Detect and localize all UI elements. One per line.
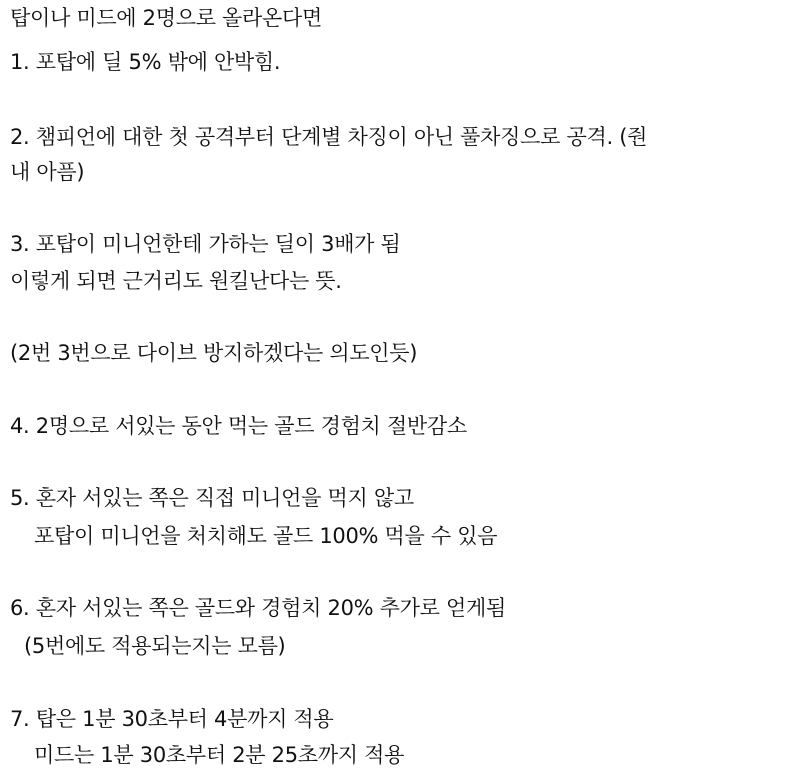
- intro-line: 탑이나 미드에 2명으로 올라온다면: [10, 6, 322, 30]
- rule-1-line: 1. 포탑에 딜 5% 밖에 안박힘.: [10, 50, 281, 74]
- rule-3-note: 이렇게 되면 근거리도 원킬난다는 뜻.: [10, 269, 342, 293]
- rule-3-line: 3. 포탑이 미니언한테 가하는 딜이 3배가 됨: [10, 232, 401, 256]
- aside-note: (2번 3번으로 다이브 방지하겠다는 의도인듯): [10, 341, 418, 365]
- rule-6-note: (5번에도 적용되는지는 모름): [24, 634, 286, 658]
- rule-7-continuation: 미드는 1분 30초부터 2분 25초까지 적용: [34, 743, 405, 767]
- rule-2-continuation: 내 아픔): [10, 160, 85, 184]
- rule-5-line: 5. 혼자 서있는 쪽은 직접 미니언을 먹지 않고: [10, 486, 414, 510]
- rule-6-line: 6. 혼자 서있는 쪽은 골드와 경험치 20% 추가로 얻게됨: [10, 596, 506, 620]
- rule-7-line: 7. 탑은 1분 30초부터 4분까지 적용: [10, 707, 334, 731]
- rule-4-line: 4. 2명으로 서있는 동안 먹는 골드 경험치 절반감소: [10, 414, 467, 438]
- rule-5-continuation: 포탑이 미니언을 처치해도 골드 100% 먹을 수 있음: [34, 524, 498, 548]
- rule-2-line: 2. 챔피언에 대한 첫 공격부터 단계별 차징이 아닌 풀차징으로 공격. (줜: [10, 125, 648, 149]
